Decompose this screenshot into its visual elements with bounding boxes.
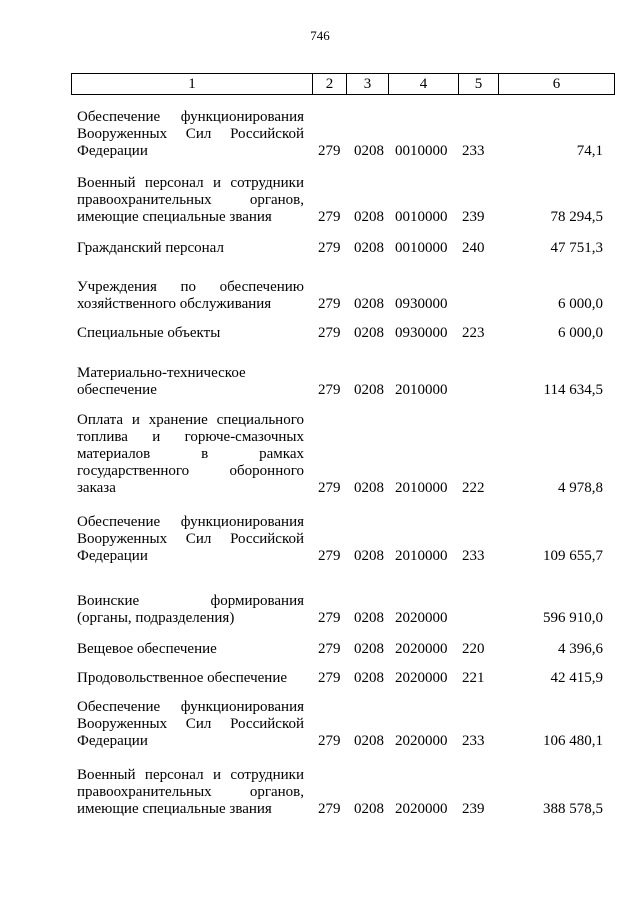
section-code: 279: [318, 240, 341, 256]
target-article-code: 2010000: [395, 382, 448, 398]
amount: 109 655,7: [543, 548, 603, 564]
section-code: 279: [318, 670, 341, 686]
row-description-line: Федерации: [77, 143, 148, 159]
row-description-line: Обеспечение функционирования: [77, 514, 304, 530]
column-header-1: 1: [72, 74, 313, 95]
row-description-line: топлива и горюче-смазочных: [77, 429, 304, 445]
subsection-code: 0208: [354, 209, 384, 225]
row-description-line: Федерации: [77, 733, 148, 749]
section-code: 279: [318, 143, 341, 159]
row-description-line: (органы, подразделения): [77, 610, 235, 626]
row-description-line: Вооруженных Сил Российской: [77, 126, 304, 142]
subsection-code: 0208: [354, 143, 384, 159]
expense-type-code: 233: [462, 548, 485, 564]
row-description-line: Оплата и хранение специального: [77, 412, 304, 428]
row-description-line: Учреждения по обеспечению: [77, 279, 304, 295]
section-code: 279: [318, 801, 341, 817]
target-article-code: 0010000: [395, 143, 448, 159]
expense-type-code: 239: [462, 209, 485, 225]
column-header-4: 4: [389, 74, 459, 95]
row-description: [77, 514, 304, 565]
amount: 388 578,5: [543, 801, 603, 817]
expense-type-code: 233: [462, 143, 485, 159]
amount: 4 396,6: [558, 641, 603, 657]
row-description: [77, 175, 304, 226]
amount: 42 415,9: [550, 670, 603, 686]
amount: 47 751,3: [550, 240, 603, 256]
amount: 74,1: [576, 143, 603, 159]
section-code: 279: [318, 480, 341, 496]
expense-type-code: 239: [462, 801, 485, 817]
row-description-line: Материально-техническое: [77, 365, 246, 381]
target-article-code: 0010000: [395, 209, 448, 225]
amount: 6 000,0: [558, 296, 603, 312]
row-description-line: государственного оборонного: [77, 463, 304, 479]
section-code: 279: [318, 382, 341, 398]
row-description-line: Вещевое обеспечение: [77, 641, 217, 657]
target-article-code: 2020000: [395, 670, 448, 686]
amount: 106 480,1: [543, 733, 603, 749]
row-description-line: Военный персонал и сотрудники: [77, 767, 304, 783]
page-number: 746: [310, 28, 330, 43]
target-article-code: 2010000: [395, 480, 448, 496]
column-header-6: 6: [499, 74, 615, 95]
row-description-line: Вооруженных Сил Российской: [77, 531, 304, 547]
expense-type-code: 240: [462, 240, 485, 256]
amount: 4 978,8: [558, 480, 603, 496]
expense-type-code: 220: [462, 641, 485, 657]
row-description: [77, 699, 304, 750]
target-article-code: 0010000: [395, 240, 448, 256]
section-code: 279: [318, 209, 341, 225]
row-description: [77, 365, 304, 399]
subsection-code: 0208: [354, 240, 384, 256]
row-description: [77, 412, 304, 497]
row-description: [77, 279, 304, 313]
row-description-line: Вооруженных Сил Российской: [77, 716, 304, 732]
subsection-code: 0208: [354, 801, 384, 817]
row-description-line: Продовольственное обеспечение: [77, 670, 287, 686]
row-description: [77, 325, 304, 342]
target-article-code: 0930000: [395, 325, 448, 341]
subsection-code: 0208: [354, 641, 384, 657]
section-code: 279: [318, 733, 341, 749]
target-article-code: 2020000: [395, 610, 448, 626]
target-article-code: 0930000: [395, 296, 448, 312]
target-article-code: 2020000: [395, 733, 448, 749]
row-description: [77, 109, 304, 160]
subsection-code: 0208: [354, 610, 384, 626]
table-header: [71, 73, 615, 95]
subsection-code: 0208: [354, 548, 384, 564]
subsection-code: 0208: [354, 325, 384, 341]
row-description-line: Обеспечение функционирования: [77, 699, 304, 715]
row-description-line: хозяйственного обслуживания: [77, 296, 272, 312]
subsection-code: 0208: [354, 733, 384, 749]
target-article-code: 2020000: [395, 641, 448, 657]
row-description: [77, 593, 304, 627]
amount: 596 910,0: [543, 610, 603, 626]
row-description-line: Федерации: [77, 548, 148, 564]
subsection-code: 0208: [354, 382, 384, 398]
row-description-line: правоохранительных органов,: [77, 784, 304, 800]
column-header-3: 3: [347, 74, 389, 95]
row-description: [77, 767, 304, 818]
column-header-5: 5: [459, 74, 499, 95]
amount: 114 634,5: [543, 382, 603, 398]
amount: 78 294,5: [550, 209, 603, 225]
section-code: 279: [318, 610, 341, 626]
row-description-line: Обеспечение функционирования: [77, 109, 304, 125]
expense-type-code: 222: [462, 480, 485, 496]
subsection-code: 0208: [354, 670, 384, 686]
row-description: [77, 240, 304, 257]
row-description-line: имеющие специальные звания: [77, 801, 272, 817]
row-description: [77, 641, 304, 658]
row-description: [77, 670, 304, 687]
row-description-line: правоохранительных органов,: [77, 192, 304, 208]
expense-type-code: 221: [462, 670, 485, 686]
subsection-code: 0208: [354, 480, 384, 496]
row-description-line: заказа: [77, 480, 116, 496]
row-description-line: материалов в рамках: [77, 446, 304, 462]
column-header-2: 2: [313, 74, 347, 95]
row-description-line: Гражданский персонал: [77, 240, 224, 256]
subsection-code: 0208: [354, 296, 384, 312]
row-description-line: имеющие специальные звания: [77, 209, 272, 225]
expense-type-code: 233: [462, 733, 485, 749]
amount: 6 000,0: [558, 325, 603, 341]
section-code: 279: [318, 548, 341, 564]
target-article-code: 2020000: [395, 801, 448, 817]
section-code: 279: [318, 325, 341, 341]
row-description-line: Военный персонал и сотрудники: [77, 175, 304, 191]
row-description-line: Специальные объекты: [77, 325, 221, 341]
row-description-line: Воинские формирования: [77, 593, 304, 609]
expense-type-code: 223: [462, 325, 485, 341]
target-article-code: 2010000: [395, 548, 448, 564]
section-code: 279: [318, 641, 341, 657]
section-code: 279: [318, 296, 341, 312]
row-description-line: обеспечение: [77, 382, 157, 398]
